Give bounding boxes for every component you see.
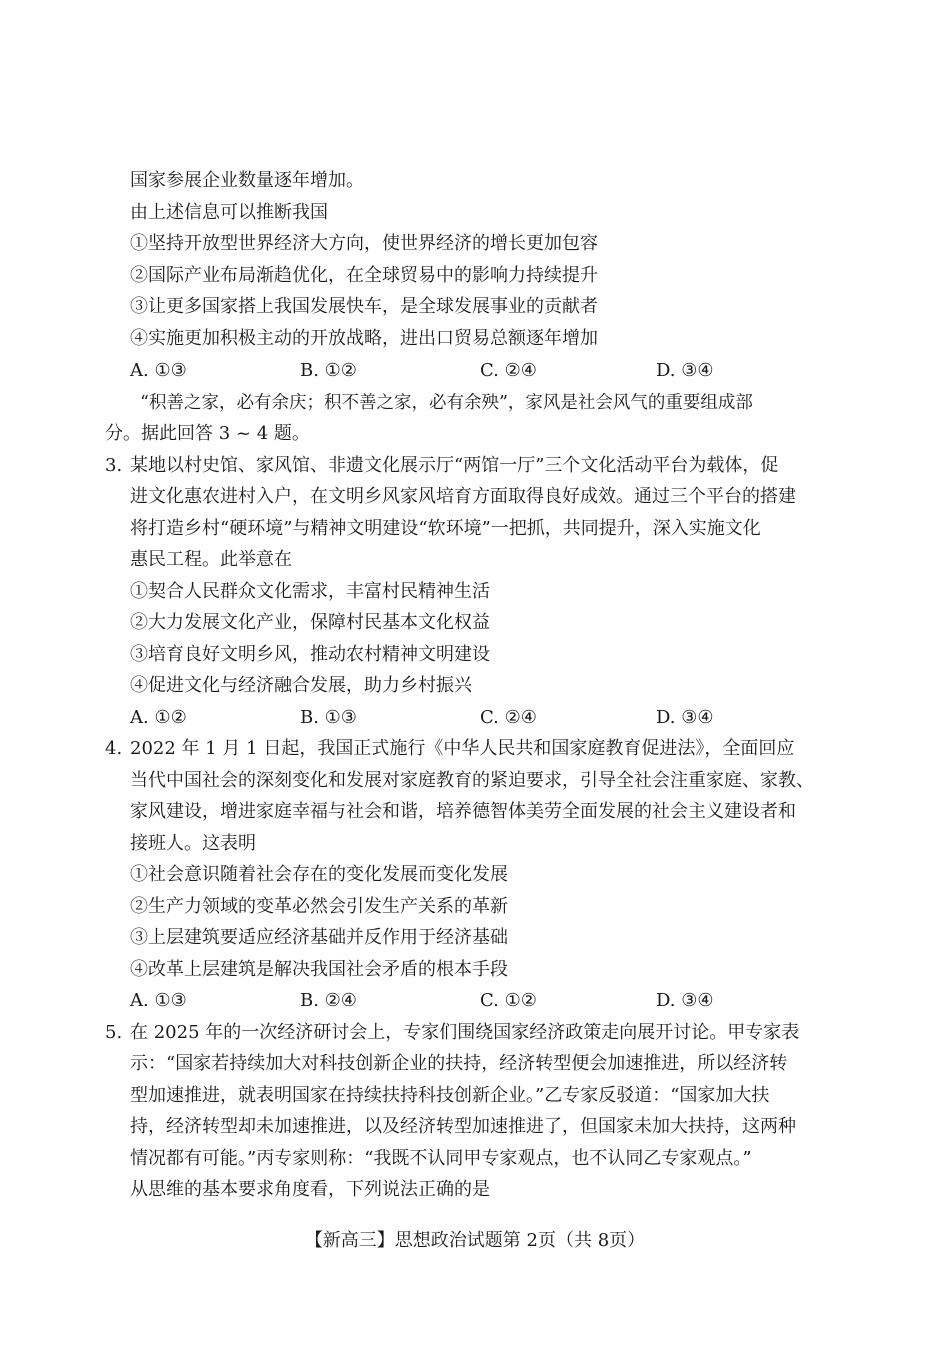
- q2-item-1: ①坚持开放型世界经济大方向，使世界经济的增长更加包容: [130, 233, 598, 254]
- q3-stem-line-2: 进文化惠农进村入户，在文明乡风家风培育方面取得良好成效。通过三个平台的搭建: [130, 486, 796, 507]
- q2-option-b: B. ①②: [300, 360, 357, 381]
- q3-item-1: ①契合人民群众文化需求，丰富村民精神生活: [130, 581, 490, 602]
- page-footer: 【新高三】思想政治试题第 2页（共 8页）: [304, 1230, 646, 1251]
- q5-number: 5.: [105, 1022, 123, 1043]
- q3-stem-line-1: 某地以村史馆、家风馆、非遗文化展示厅“两馆一厅”三个文化活动平台为载体，促: [130, 455, 779, 476]
- q3-item-2: ②大力发展文化产业，保障村民基本文化权益: [130, 612, 490, 633]
- q3-option-d: D. ③④: [656, 707, 714, 728]
- q4-item-1: ①社会意识随着社会存在的变化发展而变化发展: [130, 864, 508, 885]
- q5-stem-line-6: 从思维的基本要求角度看，下列说法正确的是: [130, 1179, 490, 1200]
- q5-stem-line-3: 型加速推进，就表明国家在持续扶持科技创新企业。”乙专家反驳道：“国家加大扶: [130, 1085, 770, 1106]
- q2-item-3: ③让更多国家搭上我国发展快车，是全球发展事业的贡献者: [130, 296, 598, 317]
- q3-number: 3.: [105, 455, 123, 476]
- q2-option-a: A. ①③: [130, 360, 187, 381]
- q5-stem-line-4: 持，经济转型却未加速推进，以及经济转型加速推进了，但国家未加大扶持，这两种: [130, 1116, 796, 1137]
- q4-number: 4.: [105, 738, 123, 759]
- q3-stem-line-4: 惠民工程。此举意在: [130, 549, 292, 570]
- q2-option-c: C. ②④: [480, 360, 537, 381]
- q3-option-c: C. ②④: [480, 707, 537, 728]
- q3-option-b: B. ①③: [300, 707, 357, 728]
- q3-stem-line-3: 将打造乡村“硬环境”与精神文明建设“软环境”一把抓，共同提升，深入实施文化: [130, 518, 761, 539]
- q5-stem-line-2: 示：“国家若持续加大对科技创新企业的扶持，经济转型便会加速推进，所以经济转: [130, 1053, 788, 1074]
- q4-stem-line-3: 家风建设，增进家庭幸福与社会和谐，培养德智体美劳全面发展的社会主义建设者和: [130, 801, 796, 822]
- q5-stem-line-5: 情况都有可能。”丙专家则称：“我既不认同甲专家观点，也不认同乙专家观点。”: [130, 1148, 752, 1169]
- q5-stem-line-1: 在 2025 年的一次经济研讨会上，专家们围绕国家经济政策走向展开讨论。甲专家表: [130, 1022, 800, 1043]
- intro-line-1: “积善之家，必有余庆；积不善之家，必有余殃”，家风是社会风气的重要组成部: [140, 393, 753, 413]
- intro-line-2: 分。据此回答 3 ~ 4 题。: [105, 423, 310, 444]
- q4-item-3: ③上层建筑要适应经济基础并反作用于经济基础: [130, 927, 508, 948]
- q4-item-2: ②生产力领域的变革必然会引发生产关系的革新: [130, 896, 508, 917]
- q4-option-b: B. ②④: [300, 990, 357, 1011]
- q2-continuation: 国家参展企业数量逐年增加。: [130, 170, 364, 191]
- q4-option-d: D. ③④: [656, 990, 714, 1011]
- q4-stem-line-1: 2022 年 1 月 1 日起，我国正式施行《中华人民共和国家庭教育促进法》，全面回应: [130, 738, 795, 759]
- q3-item-3: ③培育良好文明乡风，推动农村精神文明建设: [130, 644, 490, 665]
- q4-option-c: C. ①②: [480, 990, 537, 1011]
- q2-item-2: ②国际产业布局渐趋优化，在全球贸易中的影响力持续提升: [130, 265, 598, 286]
- q2-stem: 由上述信息可以推断我国: [130, 202, 328, 223]
- q3-item-4: ④促进文化与经济融合发展，助力乡村振兴: [130, 675, 472, 696]
- q4-stem-line-2: 当代中国社会的深刻变化和发展对家庭教育的紧迫要求，引导全社会注重家庭、家教、: [130, 770, 814, 791]
- q4-option-a: A. ①③: [130, 990, 187, 1011]
- q4-stem-line-4: 接班人。这表明: [130, 833, 256, 854]
- q3-option-a: A. ①②: [130, 707, 187, 728]
- q2-item-4: ④实施更加积极主动的开放战略，进出口贸易总额逐年增加: [130, 328, 598, 349]
- q4-item-4: ④改革上层建筑是解决我国社会矛盾的根本手段: [130, 959, 508, 980]
- q2-option-d: D. ③④: [656, 360, 714, 381]
